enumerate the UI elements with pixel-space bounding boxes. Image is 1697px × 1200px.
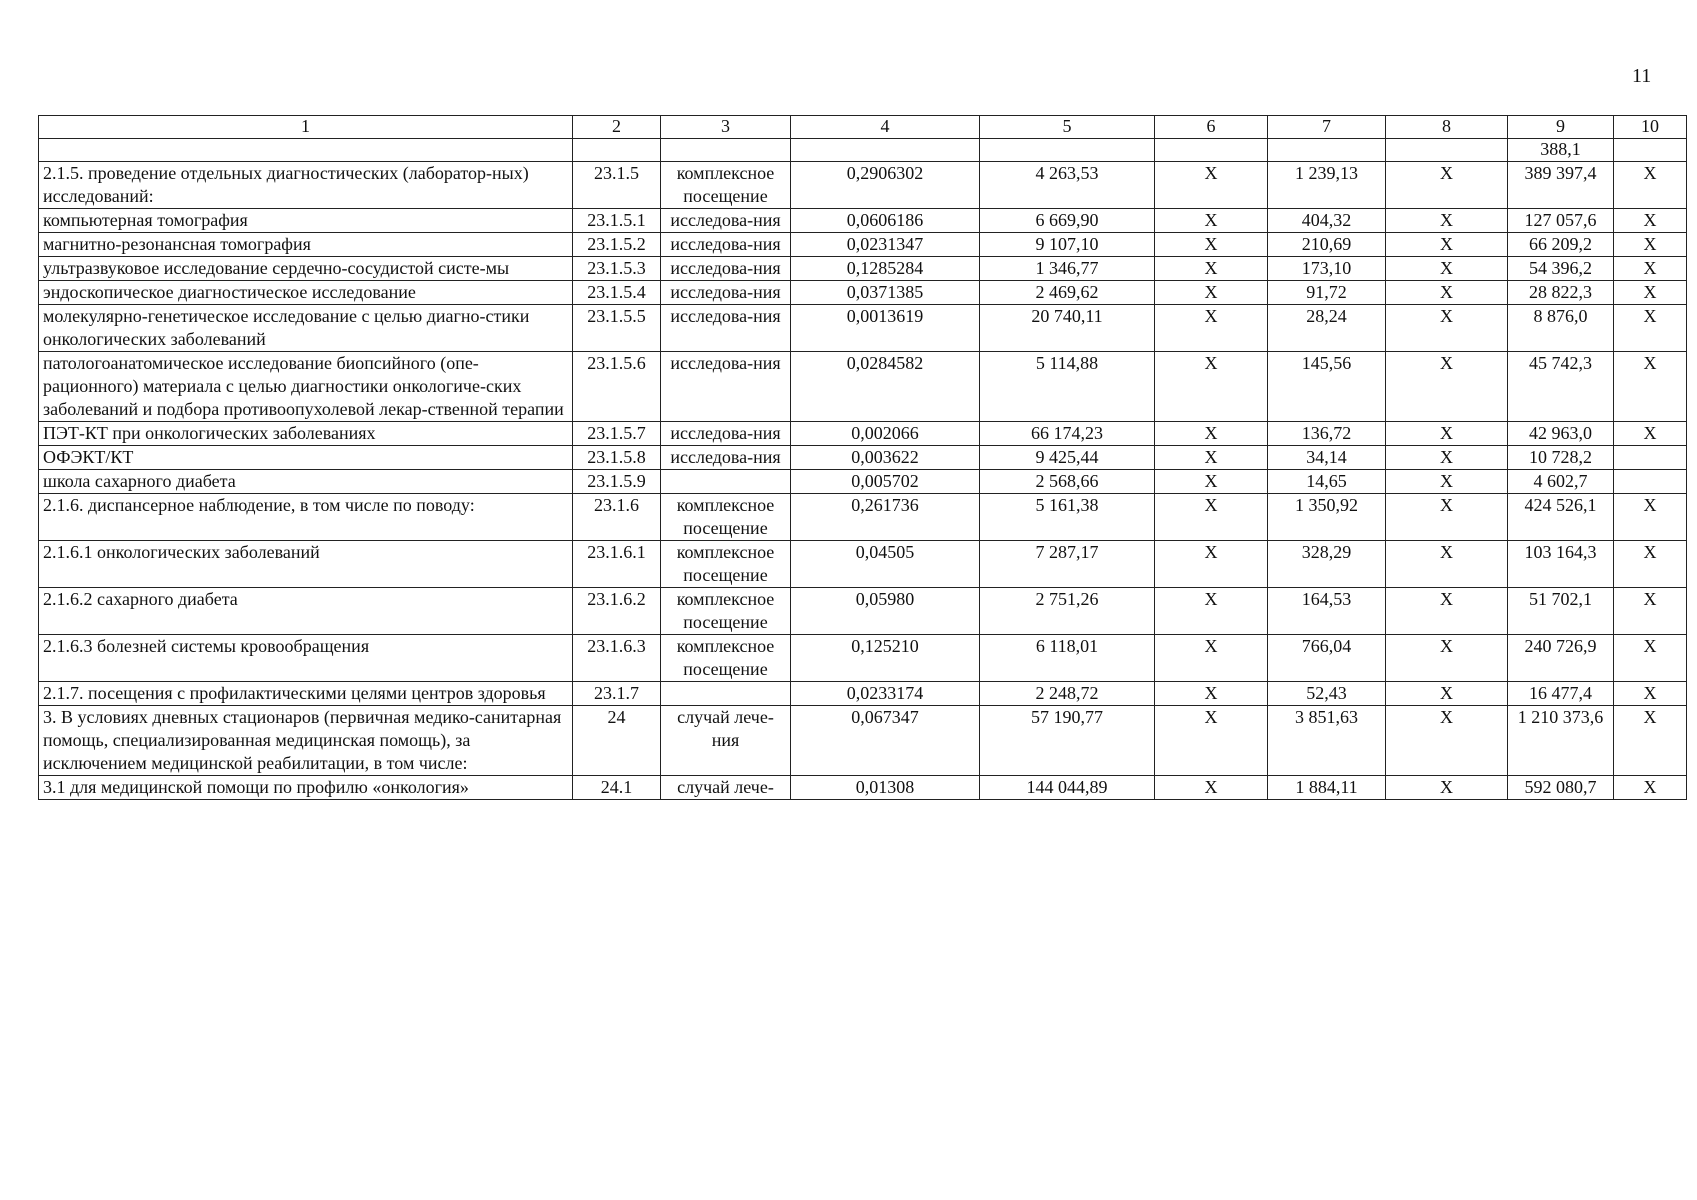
row-code: 23.1.6.1 (573, 541, 661, 588)
table-row (39, 541, 1687, 588)
row-col7-value: 14,65 (1268, 470, 1386, 494)
page-number: 11 (1632, 65, 1652, 87)
table-row (39, 682, 1687, 706)
row-col10-mark: X (1614, 776, 1687, 800)
table-row (39, 588, 1687, 635)
row-col4-value: 0,0013619 (791, 305, 980, 352)
table-row (39, 706, 1687, 776)
row-col6-mark: X (1155, 257, 1268, 281)
row-col7-value: 145,56 (1268, 352, 1386, 422)
row-name: молекулярно-генетическое исследование с целью диагно-стики онкологических заболеваний (39, 305, 573, 352)
row-name: ОФЭКТ/КТ (39, 446, 573, 470)
row-col6-mark: X (1155, 352, 1268, 422)
row-col6-mark: X (1155, 494, 1268, 541)
column-number: 8 (1386, 116, 1508, 139)
row-unit: комплексное посещение (661, 494, 791, 541)
row-code: 23.1.6 (573, 494, 661, 541)
row-name: патологоанатомическое исследование биопсийного (опе-рационного) материала с целью диагностики онкологиче-ских заболеваний и подбора противоопухолевой лекар-ственной терапии (39, 352, 573, 422)
table-cell (661, 139, 791, 162)
row-col7-value: 766,04 (1268, 635, 1386, 682)
row-col10-mark: X (1614, 281, 1687, 305)
table-row (39, 281, 1687, 305)
table-row (39, 422, 1687, 446)
row-col9-value: 1 210 373,6 (1508, 706, 1614, 776)
carryover-value: 388,1 (1508, 139, 1614, 162)
row-col8-mark: X (1386, 588, 1508, 635)
row-col8-mark: X (1386, 233, 1508, 257)
row-col8-mark: X (1386, 162, 1508, 209)
row-col9-value: 51 702,1 (1508, 588, 1614, 635)
row-col5-value: 2 469,62 (980, 281, 1155, 305)
row-col9-value: 127 057,6 (1508, 209, 1614, 233)
table-row (39, 352, 1687, 422)
row-col6-mark: X (1155, 233, 1268, 257)
row-col5-value: 2 248,72 (980, 682, 1155, 706)
row-col9-value: 28 822,3 (1508, 281, 1614, 305)
row-unit: комплексное посещение (661, 635, 791, 682)
row-col4-value: 0,005702 (791, 470, 980, 494)
row-col10-mark (1614, 446, 1687, 470)
row-col6-mark: X (1155, 706, 1268, 776)
row-col5-value: 9 107,10 (980, 233, 1155, 257)
row-col5-value: 5 161,38 (980, 494, 1155, 541)
row-unit: случай лече- (661, 776, 791, 800)
row-col5-value: 57 190,77 (980, 706, 1155, 776)
row-col6-mark: X (1155, 422, 1268, 446)
row-unit: исследова-ния (661, 446, 791, 470)
table-cell (980, 139, 1155, 162)
row-col10-mark: X (1614, 541, 1687, 588)
row-col8-mark: X (1386, 209, 1508, 233)
row-name: ПЭТ-КТ при онкологических заболеваниях (39, 422, 573, 446)
row-code: 24.1 (573, 776, 661, 800)
data-table (38, 115, 1687, 800)
row-unit (661, 470, 791, 494)
row-col8-mark: X (1386, 305, 1508, 352)
row-col10-mark (1614, 470, 1687, 494)
row-col10-mark: X (1614, 422, 1687, 446)
row-col8-mark: X (1386, 446, 1508, 470)
row-unit: исследова-ния (661, 281, 791, 305)
row-col9-value: 66 209,2 (1508, 233, 1614, 257)
row-col9-value: 592 080,7 (1508, 776, 1614, 800)
column-number: 2 (573, 116, 661, 139)
table-row (39, 162, 1687, 209)
row-col7-value: 91,72 (1268, 281, 1386, 305)
row-col5-value: 1 346,77 (980, 257, 1155, 281)
row-col6-mark: X (1155, 305, 1268, 352)
row-col8-mark: X (1386, 257, 1508, 281)
row-unit: исследова-ния (661, 352, 791, 422)
row-unit: исследова-ния (661, 422, 791, 446)
row-col4-value: 0,0284582 (791, 352, 980, 422)
column-number: 5 (980, 116, 1155, 139)
row-col4-value: 0,067347 (791, 706, 980, 776)
row-unit: исследова-ния (661, 305, 791, 352)
row-col10-mark: X (1614, 494, 1687, 541)
row-col6-mark: X (1155, 541, 1268, 588)
table-row (39, 446, 1687, 470)
table-cell (1614, 139, 1687, 162)
table-cell (1155, 139, 1268, 162)
row-col7-value: 328,29 (1268, 541, 1386, 588)
row-col8-mark: X (1386, 635, 1508, 682)
row-col5-value: 5 114,88 (980, 352, 1155, 422)
row-col7-value: 173,10 (1268, 257, 1386, 281)
row-col10-mark: X (1614, 682, 1687, 706)
row-col6-mark: X (1155, 209, 1268, 233)
row-col4-value: 0,1285284 (791, 257, 980, 281)
row-col4-value: 0,01308 (791, 776, 980, 800)
row-col4-value: 0,2906302 (791, 162, 980, 209)
row-code: 24 (573, 706, 661, 776)
row-name: компьютерная томография (39, 209, 573, 233)
row-name: 2.1.7. посещения с профилактическими целями центров здоровья (39, 682, 573, 706)
row-col5-value: 4 263,53 (980, 162, 1155, 209)
row-col6-mark: X (1155, 635, 1268, 682)
row-name: 3.1 для медицинской помощи по профилю «онкология» (39, 776, 573, 800)
row-unit: комплексное посещение (661, 541, 791, 588)
row-code: 23.1.5.9 (573, 470, 661, 494)
row-code: 23.1.5.1 (573, 209, 661, 233)
row-col6-mark: X (1155, 162, 1268, 209)
table-cell (573, 139, 661, 162)
row-col6-mark: X (1155, 281, 1268, 305)
row-col8-mark: X (1386, 422, 1508, 446)
row-col4-value: 0,0606186 (791, 209, 980, 233)
row-unit: случай лече-ния (661, 706, 791, 776)
row-col5-value: 144 044,89 (980, 776, 1155, 800)
row-col7-value: 1 239,13 (1268, 162, 1386, 209)
row-col7-value: 1 350,92 (1268, 494, 1386, 541)
row-col4-value: 0,0233174 (791, 682, 980, 706)
row-col9-value: 10 728,2 (1508, 446, 1614, 470)
row-unit: комплексное посещение (661, 162, 791, 209)
row-col9-value: 16 477,4 (1508, 682, 1614, 706)
table-row (39, 209, 1687, 233)
column-number: 4 (791, 116, 980, 139)
row-unit: исследова-ния (661, 257, 791, 281)
row-unit: исследова-ния (661, 233, 791, 257)
row-col8-mark: X (1386, 682, 1508, 706)
row-col8-mark: X (1386, 541, 1508, 588)
row-col6-mark: X (1155, 776, 1268, 800)
column-number: 7 (1268, 116, 1386, 139)
row-code: 23.1.5 (573, 162, 661, 209)
row-col9-value: 103 164,3 (1508, 541, 1614, 588)
table-cell (1386, 139, 1508, 162)
row-code: 23.1.5.3 (573, 257, 661, 281)
row-code: 23.1.5.8 (573, 446, 661, 470)
row-col4-value: 0,0231347 (791, 233, 980, 257)
row-col4-value: 0,05980 (791, 588, 980, 635)
row-col5-value: 6 669,90 (980, 209, 1155, 233)
row-code: 23.1.5.7 (573, 422, 661, 446)
row-col9-value: 389 397,4 (1508, 162, 1614, 209)
row-col7-value: 1 884,11 (1268, 776, 1386, 800)
row-col7-value: 210,69 (1268, 233, 1386, 257)
table-row (39, 635, 1687, 682)
row-col4-value: 0,261736 (791, 494, 980, 541)
row-col5-value: 2 751,26 (980, 588, 1155, 635)
table-row (39, 776, 1687, 800)
row-col8-mark: X (1386, 281, 1508, 305)
table-cell (1268, 139, 1386, 162)
row-col10-mark: X (1614, 257, 1687, 281)
table-cell (791, 139, 980, 162)
column-number: 6 (1155, 116, 1268, 139)
row-name: 2.1.6.1 онкологических заболеваний (39, 541, 573, 588)
column-number: 9 (1508, 116, 1614, 139)
row-col6-mark: X (1155, 446, 1268, 470)
row-col5-value: 20 740,11 (980, 305, 1155, 352)
row-col5-value: 6 118,01 (980, 635, 1155, 682)
row-code: 23.1.6.2 (573, 588, 661, 635)
row-code: 23.1.5.2 (573, 233, 661, 257)
row-col8-mark: X (1386, 776, 1508, 800)
row-col7-value: 136,72 (1268, 422, 1386, 446)
row-col9-value: 42 963,0 (1508, 422, 1614, 446)
row-name: 2.1.5. проведение отдельных диагностических (лаборатор-ных) исследований: (39, 162, 573, 209)
row-col10-mark: X (1614, 588, 1687, 635)
row-col4-value: 0,0371385 (791, 281, 980, 305)
row-col6-mark: X (1155, 682, 1268, 706)
row-col5-value: 66 174,23 (980, 422, 1155, 446)
row-col9-value: 54 396,2 (1508, 257, 1614, 281)
row-unit: исследова-ния (661, 209, 791, 233)
column-number: 10 (1614, 116, 1687, 139)
row-col10-mark: X (1614, 352, 1687, 422)
table-row (39, 305, 1687, 352)
row-col4-value: 0,125210 (791, 635, 980, 682)
row-name: магнитно-резонансная томография (39, 233, 573, 257)
table-row (39, 470, 1687, 494)
row-col10-mark: X (1614, 209, 1687, 233)
row-name: 3. В условиях дневных стационаров (первичная медико-санитарная помощь, специализированная медицинская помощь), за исключением медицинской реабилитации, в том числе: (39, 706, 573, 776)
row-code: 23.1.5.5 (573, 305, 661, 352)
row-col10-mark: X (1614, 635, 1687, 682)
row-col4-value: 0,04505 (791, 541, 980, 588)
row-col4-value: 0,003622 (791, 446, 980, 470)
row-name: 2.1.6.2 сахарного диабета (39, 588, 573, 635)
row-name: ультразвуковое исследование сердечно-сосудистой систе-мы (39, 257, 573, 281)
table-row (39, 233, 1687, 257)
carryover-row (39, 139, 1687, 162)
row-col7-value: 3 851,63 (1268, 706, 1386, 776)
row-col7-value: 34,14 (1268, 446, 1386, 470)
column-number-row (39, 116, 1687, 139)
row-col7-value: 28,24 (1268, 305, 1386, 352)
row-col5-value: 7 287,17 (980, 541, 1155, 588)
row-col6-mark: X (1155, 588, 1268, 635)
row-col10-mark: X (1614, 162, 1687, 209)
row-col8-mark: X (1386, 470, 1508, 494)
row-col8-mark: X (1386, 494, 1508, 541)
row-name: 2.1.6. диспансерное наблюдение, в том числе по поводу: (39, 494, 573, 541)
row-col9-value: 240 726,9 (1508, 635, 1614, 682)
row-col5-value: 2 568,66 (980, 470, 1155, 494)
row-col9-value: 45 742,3 (1508, 352, 1614, 422)
row-col8-mark: X (1386, 706, 1508, 776)
row-code: 23.1.5.4 (573, 281, 661, 305)
row-name: 2.1.6.3 болезней системы кровообращения (39, 635, 573, 682)
table-row (39, 257, 1687, 281)
row-name: школа сахарного диабета (39, 470, 573, 494)
table-row (39, 494, 1687, 541)
row-col10-mark: X (1614, 305, 1687, 352)
row-col6-mark: X (1155, 470, 1268, 494)
row-code: 23.1.6.3 (573, 635, 661, 682)
row-col7-value: 404,32 (1268, 209, 1386, 233)
row-code: 23.1.7 (573, 682, 661, 706)
row-col4-value: 0,002066 (791, 422, 980, 446)
row-col7-value: 52,43 (1268, 682, 1386, 706)
row-unit (661, 682, 791, 706)
row-col8-mark: X (1386, 352, 1508, 422)
row-col10-mark: X (1614, 706, 1687, 776)
column-number: 1 (39, 116, 573, 139)
row-col7-value: 164,53 (1268, 588, 1386, 635)
row-unit: комплексное посещение (661, 588, 791, 635)
row-col9-value: 4 602,7 (1508, 470, 1614, 494)
table-cell (39, 139, 573, 162)
row-code: 23.1.5.6 (573, 352, 661, 422)
column-number: 3 (661, 116, 791, 139)
row-col9-value: 424 526,1 (1508, 494, 1614, 541)
row-name: эндоскопическое диагностическое исследование (39, 281, 573, 305)
row-col5-value: 9 425,44 (980, 446, 1155, 470)
row-col9-value: 8 876,0 (1508, 305, 1614, 352)
row-col10-mark: X (1614, 233, 1687, 257)
